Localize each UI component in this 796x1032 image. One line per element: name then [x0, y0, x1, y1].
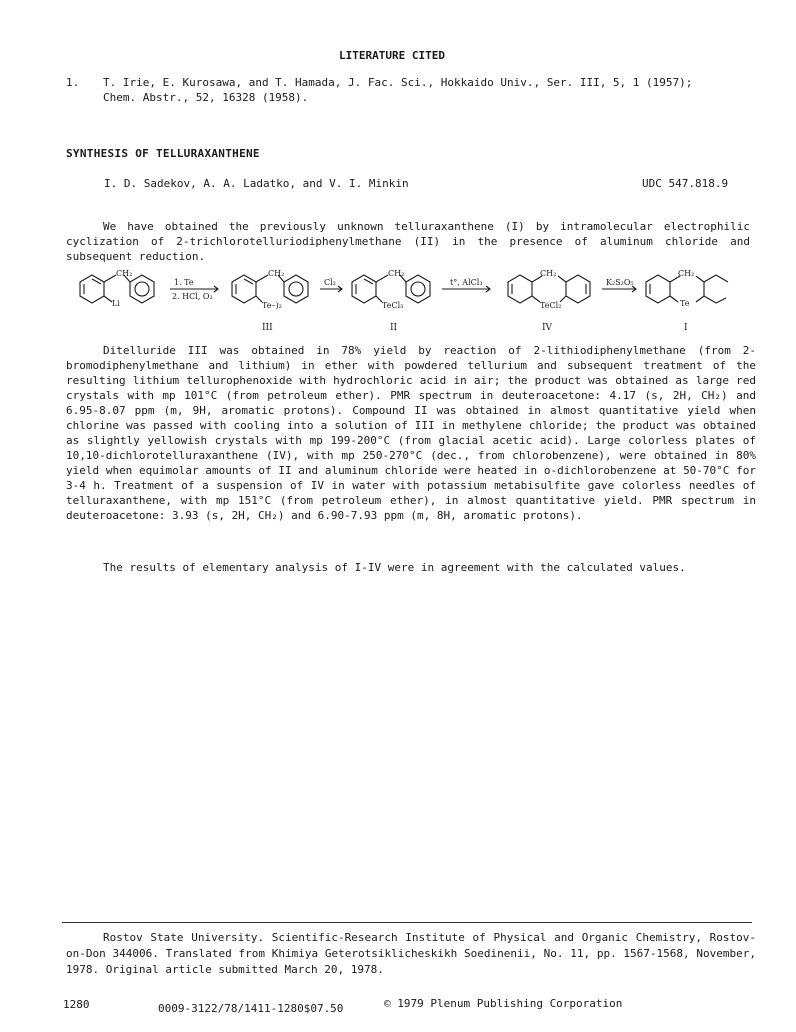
compound-ii-structure	[352, 275, 430, 303]
scheme-ch2-3: CH₂	[388, 269, 405, 278]
scheme-ch2-1: CH₂	[116, 269, 133, 278]
page-number: 1280	[63, 998, 90, 1011]
compound-iv-structure	[508, 275, 590, 303]
intro-paragraph: We have obtained the previously unknown telluraxanthene (I) by intramolecular electrophilic cyclization of 2-trichlorotelluriodiphenylmethane (II) in the presence of aluminum chloride and subsequent reduction.	[66, 220, 750, 263]
footnote-text: Rostov State University. Scientific-Research Institute of Physical and Organic Chemistry, Rostov-on-Don 344006. Translated from Khimiya Geterotsiklicheskikh Soedinenii, No. 11, pp. 1567-1568, November, 1978. Original article submitted March 20, 1978.	[66, 931, 756, 976]
article-title: SYNTHESIS OF TELLURAXANTHENE	[66, 147, 260, 160]
scheme-ch2-2: CH₂	[268, 269, 285, 278]
body-paragraph: Ditelluride III was obtained in 78% yield by reaction of 2-lithiodiphenylmethane (from 2-bromodiphenylmethane and lithium) in ether with powdered tellurium and subsequent treatment of the resulting lithium tellurophenoxide with hydrochloric acid in air; the product was obtained as large red crystals with mp 101°C (from petroleum ether). PMR spectrum in deuteroacetone: 4.17 (s, 2H, CH₂) and 6.95-8.07 ppm (m, 9H, aromatic protons). Compound II was obtained in almost quantitative yield when chlorine was passed with cooling into a solution of III in methylene chloride; the product was obtained as slightly yellowish crystals with mp 199-200°C (from glacial acetic acid). Large colorless plates of 10,10-dichlorotelluraxanthene (IV), with mp 250-270°C (dec., from chlorobenzene), were obtained in 80% yield when equimolar amounts of II and aluminum chloride were heated in o-dichlorobenzene at 50-70°C for 3-4 h. Treatment of a suspension of IV in water with potassium metabisulfite gave colorless needles of telluraxanthene, with mp 151°C (from petroleum ether), in almost quantitative yield. PMR spectrum in deuteroacetone: 3.93 (s, 2H, CH₂) and 6.90-7.93 ppm (m, 8H, aromatic protons).	[66, 344, 756, 522]
scheme-label-ii: II	[390, 323, 398, 333]
reference-list	[66, 75, 766, 105]
scheme-arrow1-bottom: 2. HCl, O₂	[172, 292, 213, 301]
scheme-li: Li	[112, 299, 120, 308]
copyright: © 1979 Plenum Publishing Corporation	[384, 997, 623, 1010]
scheme-te: Te	[680, 299, 690, 308]
scheme-tecl3: TeCl₃	[382, 301, 404, 310]
scheme-label-i: I	[684, 323, 688, 333]
ditelluride-structure	[232, 275, 308, 303]
scheme-ch2-5: CH₂	[678, 269, 695, 278]
footnote-divider	[62, 922, 752, 923]
reference-line-1: T. Irie, E. Kurosawa, and T. Hamada, J. Fac. Sci., Hokkaido Univ., Ser. III, 5, 1 (1957);	[103, 76, 693, 89]
scheme-te2: Te–)₂	[262, 301, 282, 310]
reference-line-2: Chem. Abstr., 52, 16328 (1958).	[103, 91, 309, 104]
literature-cited-title: LITERATURE CITED	[339, 49, 445, 62]
reference-item	[66, 75, 766, 90]
article-authors: I. D. Sadekov, A. A. Ladatko, and V. I. Minkin	[104, 177, 409, 190]
scheme-label-iii: III	[262, 323, 273, 333]
journal-code: 0009-3122/78/1411-1280$07.50	[158, 1002, 344, 1015]
scheme-label-iv: IV	[542, 323, 553, 333]
reference-number: 1.	[66, 76, 80, 89]
scheme-arrow2: Cl₂	[324, 278, 336, 287]
conclusion-paragraph: The results of elementary analysis of I-IV were in agreement with the calculated values.	[103, 561, 686, 574]
scheme-ch2-4: CH₂	[540, 269, 557, 278]
scheme-arrow4: K₂S₂O₅	[606, 278, 634, 287]
udc-code: UDC 547.818.9	[642, 177, 729, 190]
scheme-tecl2: TeCl₂	[540, 301, 562, 310]
scheme-arrow1-top: 1. Te	[174, 278, 194, 287]
scheme-arrow3: t°, AlCl₃	[450, 278, 483, 287]
reaction-scheme	[66, 268, 756, 336]
